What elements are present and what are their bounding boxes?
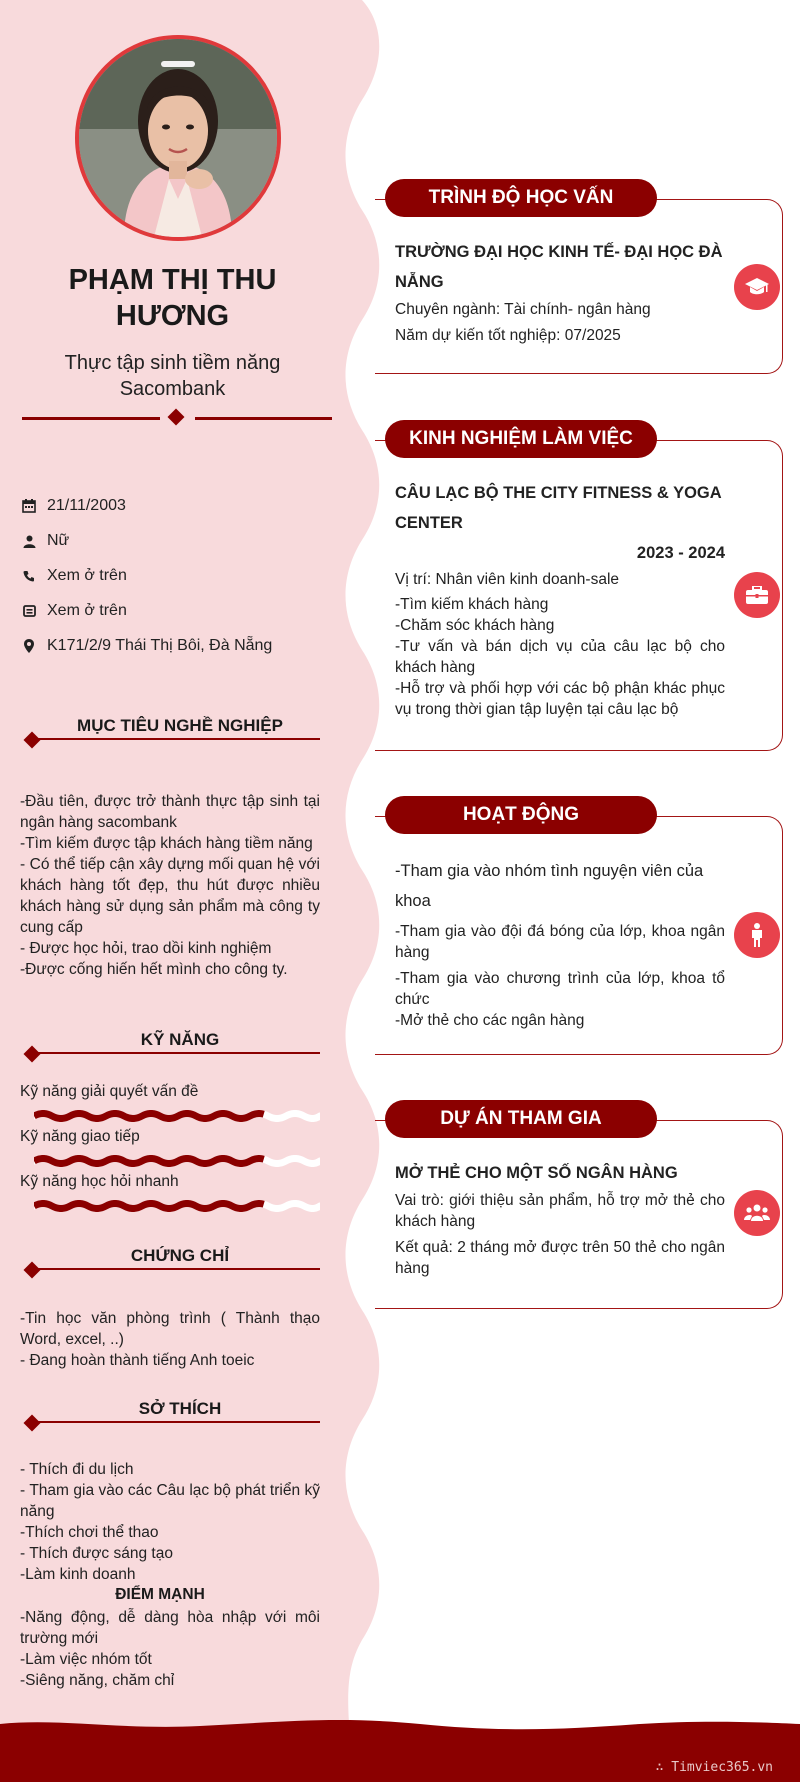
contact-phone: [20, 567, 127, 585]
birthdate-text: 21/11/2003: [47, 497, 126, 514]
activities-content: [395, 856, 725, 1031]
skill-label: Kỹ năng giao tiếp: [20, 1128, 140, 1145]
hobbies-heading: [20, 1399, 320, 1425]
profile-photo: [79, 39, 277, 237]
heading-line: [30, 1052, 320, 1054]
education-title: TRÌNH ĐỘ HỌC VẤN: [385, 179, 657, 217]
name-line-2: HƯƠNG: [115, 300, 230, 332]
activity-line: -Tham gia vào chương trình của lớp, khoa tổ chức: [395, 970, 725, 1008]
divider-right: [195, 417, 332, 420]
job-line-1: Thực tập sinh tiềm năng: [64, 352, 281, 374]
hobbies-title: SỞ THÍCH: [138, 1399, 222, 1418]
contact-address: [20, 637, 272, 655]
projects-content: [395, 1158, 725, 1279]
heading-line: [30, 738, 320, 740]
job-title: [40, 350, 305, 402]
certificates-heading: [20, 1246, 320, 1272]
hobby-line: -Làm kinh doanh: [20, 1566, 136, 1583]
company-name: CÂU LẠC BỘ THE CITY FITNESS & YOGA CENTER: [395, 484, 722, 532]
watermark-text: Timviec365.vn: [671, 1760, 773, 1775]
skill-bar: [34, 1155, 320, 1167]
project-name: MỞ THẺ CHO MỘT SỐ NGÂN HÀNG: [395, 1164, 678, 1182]
candidate-name: [40, 262, 305, 334]
watermark: ∴ Timviec365.vn: [655, 1760, 773, 1775]
contact-email: [20, 602, 127, 620]
address-text: K171/2/9 Thái Thị Bôi, Đà Nẵng: [47, 637, 273, 654]
certificate-line: - Đang hoàn thành tiếng Anh toeic: [20, 1352, 255, 1369]
calendar-icon: [20, 497, 38, 515]
certificates-title: CHỨNG CHỈ: [130, 1246, 230, 1265]
avatar: [75, 35, 281, 241]
phone-icon: [20, 567, 38, 585]
education-graduation: Năm dự kiến tốt nghiệp: 07/2025: [395, 327, 621, 344]
experience-task: -Tìm kiếm khách hàng: [395, 596, 549, 613]
activities-title: HOẠT ĐỘNG: [385, 796, 657, 834]
experience-task: -Tư vấn và bán dịch vụ của câu lạc bộ cho khách hàng: [395, 638, 725, 676]
skills-title: KỸ NĂNG: [140, 1030, 220, 1049]
activity-line: -Tham gia vào đội đá bóng của lớp, khoa ngân hàng: [395, 923, 725, 961]
hobby-line: - Tham gia vào các Câu lạc bộ phát triển kỹ năng: [20, 1482, 320, 1520]
heading-line: [30, 1268, 320, 1270]
certificate-line: -Tin học văn phòng trình ( Thành thạo Word, excel, ..): [20, 1310, 320, 1348]
school-name: TRƯỜNG ĐẠI HỌC KINH TẾ- ĐẠI HỌC ĐÀ NẴNG: [395, 243, 723, 291]
objective-line: -Tìm kiếm được tập khách hàng tiềm năng: [20, 835, 313, 852]
name-line-1: PHẠM THỊ THU: [68, 264, 277, 296]
objective-line: - Được học hỏi, trao dồi kinh nghiệm: [20, 940, 272, 957]
objective-line: -Được cống hiến hết mình cho công ty.: [20, 961, 288, 978]
experience-task: -Chăm sóc khách hàng: [395, 617, 555, 634]
gender-text: Nữ: [47, 532, 70, 549]
certificates-text: [20, 1308, 320, 1371]
experience-task: -Hỗ trợ và phối hợp với các bộ phận khác phục vụ trong thời gian tập luyện tại câu lạc bộ: [395, 680, 725, 718]
objective-title: MỤC TIÊU NGHỀ NGHIỆP: [77, 716, 283, 735]
strengths-text: [20, 1607, 320, 1691]
contact-birthdate: [20, 497, 126, 515]
objective-text: [20, 791, 320, 980]
divider-left: [22, 417, 160, 420]
experience-content: [395, 478, 725, 720]
briefcase-icon: [734, 572, 780, 618]
email-text: Xem ở trên: [47, 602, 127, 619]
hobby-line: -Thích chơi thể thao: [20, 1524, 159, 1541]
person-icon: [734, 912, 780, 958]
projects-title: DỰ ÁN THAM GIA: [385, 1100, 657, 1138]
contact-gender: [20, 532, 69, 550]
skill-bar: [34, 1110, 320, 1122]
strength-line: -Làm việc nhóm tốt: [20, 1651, 152, 1668]
objective-line: - Có thể tiếp cận xây dựng mối quan hệ với khách hàng tốt đẹp, thu hút được nhiều khách hàng sử dụng sản phẩm mà công ty cung cấp: [20, 856, 320, 936]
experience-period: 2023 - 2024: [636, 544, 725, 562]
phone-text: Xem ở trên: [47, 567, 127, 584]
hobby-line: - Thích được sáng tạo: [20, 1545, 173, 1562]
hobbies-text: [20, 1459, 320, 1585]
activity-line: -Mở thẻ cho các ngân hàng: [395, 1012, 585, 1029]
skills-heading: [20, 1030, 320, 1056]
experience-title: KINH NGHIỆM LÀM VIỆC: [385, 420, 657, 458]
strengths-title: ĐIỂM MẠNH: [115, 1586, 205, 1603]
project-role: Vai trò: giới thiệu sản phẩm, hỗ trợ mở thẻ cho khách hàng: [395, 1192, 725, 1230]
project-result: Kết quả: 2 tháng mở được trên 50 thẻ cho ngân hàng: [395, 1239, 725, 1277]
heading-line: [30, 1421, 320, 1423]
education-major: Chuyên ngành: Tài chính- ngân hàng: [395, 301, 651, 318]
experience-position: Vị trí: Nhân viên kinh doanh-sale: [395, 571, 620, 588]
skill-label: Kỹ năng học hỏi nhanh: [20, 1173, 179, 1190]
objective-heading: [20, 716, 320, 742]
strength-line: -Siêng năng, chăm chỉ: [20, 1672, 175, 1689]
skill-label: Kỹ năng giải quyết vấn đề: [20, 1083, 199, 1100]
activity-line: -Tham gia vào nhóm tình nguyện viên của khoa: [395, 862, 704, 910]
user-icon: [20, 532, 38, 550]
graduation-cap-icon: [734, 264, 780, 310]
strength-line: -Năng động, dễ dàng hòa nhập với môi trường mới: [20, 1609, 320, 1647]
skill-bar: [34, 1200, 320, 1212]
objective-line: -Đầu tiên, được trở thành thực tập sinh tại ngân hàng sacombank: [20, 793, 320, 831]
hobby-line: - Thích đi du lịch: [20, 1461, 134, 1478]
team-icon: [734, 1190, 780, 1236]
job-line-2: Sacombank: [119, 378, 226, 400]
location-icon: [20, 637, 38, 655]
email-icon: [20, 602, 38, 620]
education-content: [395, 237, 725, 346]
